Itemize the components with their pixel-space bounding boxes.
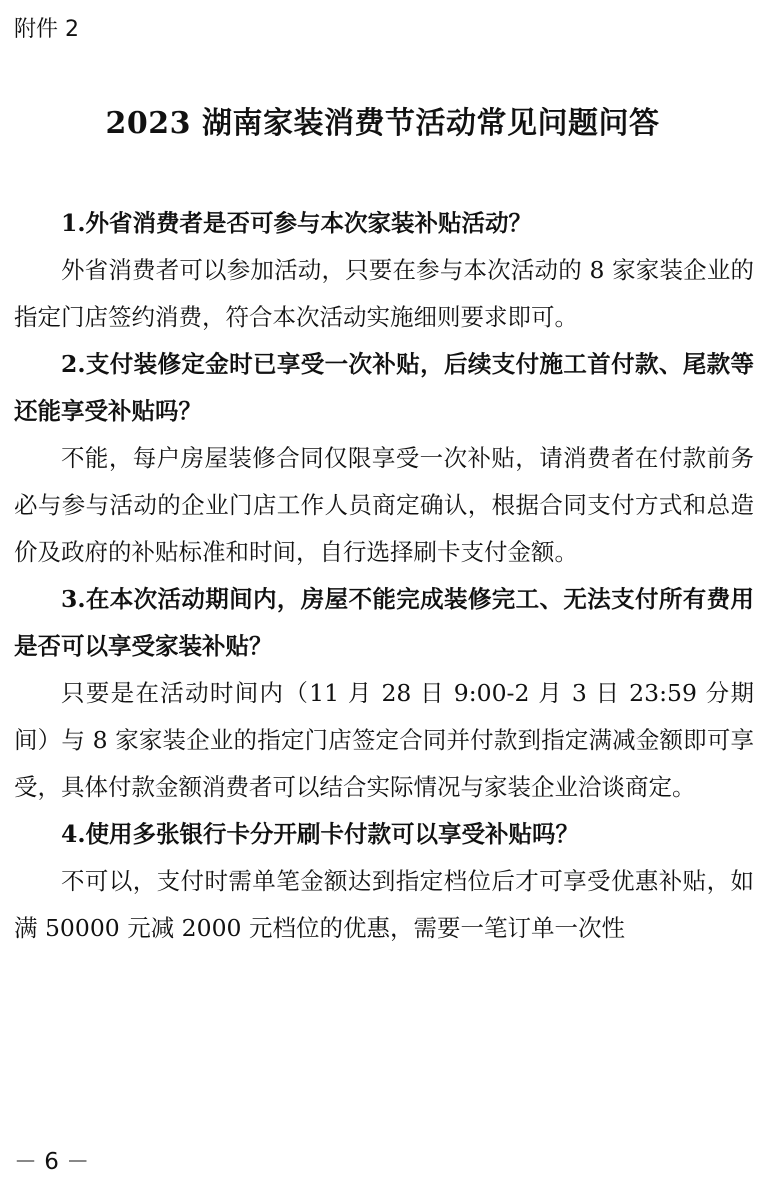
document-title: 2023 湖南家装消费节活动常见问题问答: [105, 106, 660, 141]
faq-answer-1: 外省消费者可以参加活动，只要在参与本次活动的 8 家家装企业的指定门店签约消费，符合本次活动实施细则要求即可。: [14, 256, 754, 331]
page-number: － 6 －: [14, 1149, 90, 1175]
faq-question-1: 1.外省消费者是否可参与本次家装补贴活动？: [61, 209, 533, 237]
faq-question-2: 2.支付装修定金时已享受一次补贴，后续支付施工首付款、尾款等还能享受补贴吗？: [14, 350, 754, 425]
faq-list: [14, 200, 754, 952]
faq-question-4: 4.使用多张银行卡分开刷卡付款可以享受补贴吗？: [61, 820, 580, 848]
faq-answer-3: 只要是在活动时间内（11 月 28 日 9:00-2 月 3 日 23:59 分期间）与 8 家家装企业的指定门店签定合同并付款到指定满减金额即可享受，具体付款金额消费者可以结合实际情况与家装企业洽谈商定。: [14, 679, 754, 801]
faq-question-3: 3.在本次活动期间内，房屋不能完成装修完工、无法支付所有费用是否可以享受家装补贴？: [14, 585, 754, 660]
attachment-label: 附件 2: [14, 17, 79, 42]
faq-answer-2: 不能，每户房屋装修合同仅限享受一次补贴，请消费者在付款前务必与参与活动的企业门店工作人员商定确认，根据合同支付方式和总造价及政府的补贴标准和时间，自行选择刷卡支付金额。: [14, 444, 754, 566]
faq-answer-4: 不可以，支付时需单笔金额达到指定档位后才可享受优惠补贴，如满 50000 元减 2000 元档位的优惠，需要一笔订单一次性: [14, 867, 754, 942]
